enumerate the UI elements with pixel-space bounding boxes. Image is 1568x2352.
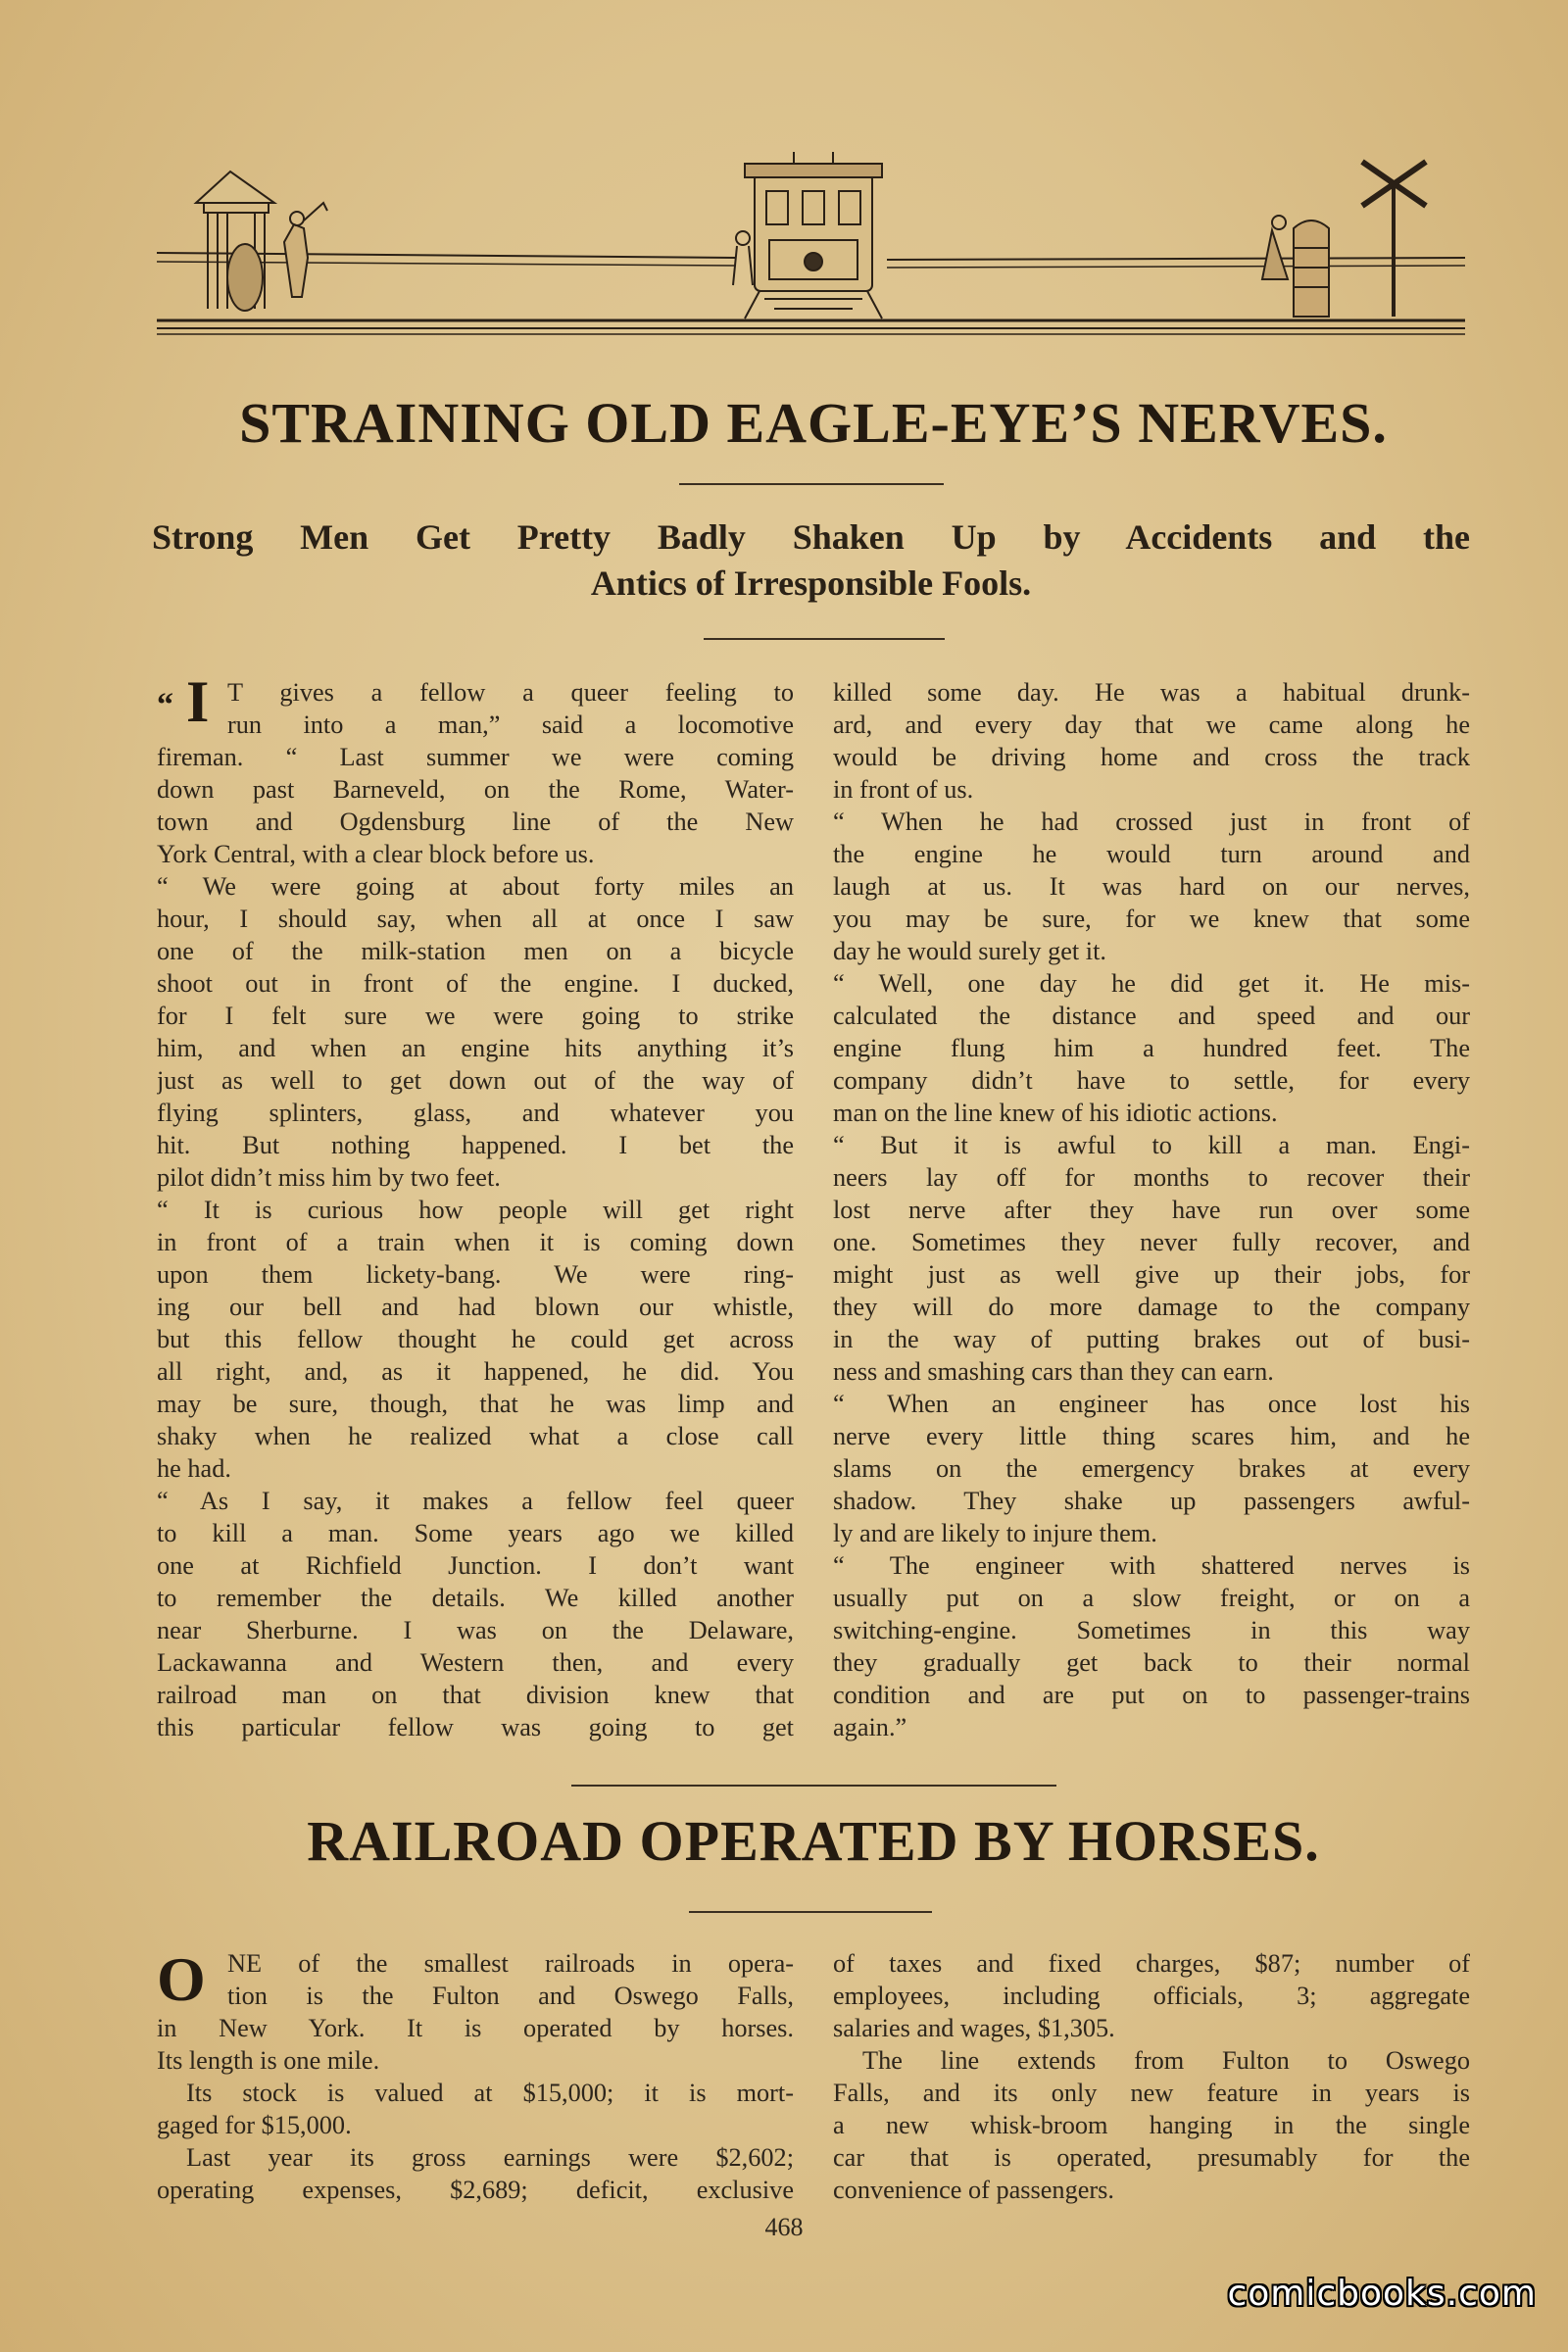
text-line: they will do more damage to the company bbox=[833, 1293, 1470, 1321]
text-line: NE of the smallest railroads in opera- bbox=[227, 1949, 794, 1978]
text-line: the engine he would turn around and bbox=[833, 840, 1470, 868]
text-line: shadow. They shake up passengers awful- bbox=[833, 1487, 1470, 1515]
text-line: run into a man,” said a locomotive bbox=[227, 710, 794, 739]
subtitle-divider bbox=[704, 638, 945, 640]
text-line: “ When he had crossed just in front of bbox=[833, 808, 1470, 836]
text-line: operating expenses, $2,689; deficit, exclusive bbox=[157, 2176, 794, 2204]
text-line: condition and are put on to passenger-trains bbox=[833, 1681, 1470, 1709]
text-line: to kill a man. Some years ago we killed bbox=[157, 1519, 794, 1547]
text-line: neers lay off for months to recover their bbox=[833, 1163, 1470, 1192]
article-column-left bbox=[157, 676, 794, 1743]
station-drawing bbox=[196, 172, 327, 311]
text-line: shoot out in front of the engine. I ducked, bbox=[157, 969, 794, 998]
text-line: “ We were going at about forty miles an bbox=[157, 872, 794, 901]
text-line: T gives a fellow a queer feeling to bbox=[227, 678, 794, 707]
text-line: town and Ogdensburg line of the New bbox=[157, 808, 794, 836]
text-line: slams on the emergency brakes at every bbox=[833, 1454, 1470, 1483]
text-line: “ Well, one day he did get it. He mis- bbox=[833, 969, 1470, 998]
text-line: he had. bbox=[157, 1454, 231, 1483]
text-line: car that is operated, presumably for the bbox=[833, 2143, 1470, 2172]
text-line: one at Richfield Junction. I don’t want bbox=[157, 1551, 794, 1580]
text-line: but this fellow thought he could get across bbox=[157, 1325, 794, 1353]
text-line: for I felt sure we were going to strike bbox=[157, 1002, 794, 1030]
text-line: you may be sure, for we knew that some bbox=[833, 905, 1470, 933]
text-line: day he would surely get it. bbox=[833, 937, 1106, 965]
text-line: flying splinters, glass, and whatever you bbox=[157, 1099, 794, 1127]
text-line: him, and when an engine hits anything it’s bbox=[157, 1034, 794, 1062]
text-line: one. Sometimes they never fully recover, and bbox=[833, 1228, 1470, 1256]
text-line: a new whisk-broom hanging in the single bbox=[833, 2111, 1470, 2139]
text-line: railroad man on that division knew that bbox=[157, 1681, 794, 1709]
article-column-left bbox=[157, 1944, 794, 2206]
article-column-right bbox=[833, 676, 1470, 1743]
text-line: “ But it is awful to kill a man. Engi- bbox=[833, 1131, 1470, 1159]
text-line: in the way of putting brakes out of busi- bbox=[833, 1325, 1470, 1353]
text-line: ard, and every day that we came along he bbox=[833, 710, 1470, 739]
text-line: employees, including officials, 3; aggregate bbox=[833, 1982, 1470, 2010]
text-line: would be driving home and cross the track bbox=[833, 743, 1470, 771]
text-line: might just as well give up their jobs, for bbox=[833, 1260, 1470, 1289]
text-line: York Central, with a clear block before us. bbox=[157, 840, 595, 868]
text-line: salaries and wages, $1,305. bbox=[833, 2014, 1115, 2042]
article-title: RAILROAD OPERATED BY HORSES. bbox=[307, 1809, 1320, 1873]
text-line: switching-engine. Sometimes in this way bbox=[833, 1616, 1470, 1644]
text-line: in New York. It is operated by horses. bbox=[157, 2014, 794, 2042]
text-line: in front of a train when it is coming down bbox=[157, 1228, 794, 1256]
title-divider bbox=[689, 1911, 932, 1913]
text-line: all right, and, as it happened, he did. You bbox=[157, 1357, 794, 1386]
text-line: hour, I should say, when all at once I saw bbox=[157, 905, 794, 933]
opening-quote-mark: “ bbox=[157, 687, 173, 723]
text-line: this particular fellow was going to get bbox=[157, 1713, 794, 1741]
text-line: fireman. “ Last summer we were coming bbox=[157, 743, 794, 771]
text-line: may be sure, though, that he was limp and bbox=[157, 1390, 794, 1418]
text-line: laugh at us. It was hard on our nerves, bbox=[833, 872, 1470, 901]
text-line: The line extends from Fulton to Oswego bbox=[862, 2046, 1470, 2075]
section-divider bbox=[571, 1785, 1056, 1787]
title-divider bbox=[679, 483, 944, 485]
text-line: nerve every little thing scares him, and he bbox=[833, 1422, 1470, 1450]
text-line: “ When an engineer has once lost his bbox=[833, 1390, 1470, 1418]
text-line: shaky when he realized what a close call bbox=[157, 1422, 794, 1450]
text-line: ly and are likely to injure them. bbox=[833, 1519, 1157, 1547]
text-line: pilot didn’t miss him by two feet. bbox=[157, 1163, 501, 1192]
text-line: convenience of passengers. bbox=[833, 2176, 1114, 2204]
text-line: gaged for $15,000. bbox=[157, 2111, 352, 2139]
text-line: hit. But nothing happened. I bet the bbox=[157, 1131, 794, 1159]
article-subtitle bbox=[152, 514, 1470, 607]
text-line: Last year its gross earnings were $2,602; bbox=[186, 2143, 794, 2172]
text-line: man on the line knew of his idiotic actions. bbox=[833, 1099, 1278, 1127]
text-line: killed some day. He was a habitual drunk- bbox=[833, 678, 1470, 707]
crossing-drawing bbox=[1262, 162, 1426, 317]
header-illustration bbox=[157, 152, 1465, 348]
text-line: Lackawanna and Western then, and every bbox=[157, 1648, 794, 1677]
text-line: down past Barneveld, on the Rome, Water- bbox=[157, 775, 794, 804]
drop-cap: I bbox=[186, 669, 210, 734]
article-title: STRAINING OLD EAGLE-EYE’S NERVES. bbox=[239, 391, 1388, 455]
text-line: of taxes and fixed charges, $87; number of bbox=[833, 1949, 1470, 1978]
text-line: upon them lickety-bang. We were ring- bbox=[157, 1260, 794, 1289]
text-line: lost nerve after they have run over some bbox=[833, 1196, 1470, 1224]
text-line: Its length is one mile. bbox=[157, 2046, 380, 2075]
text-line: usually put on a slow freight, or on a bbox=[833, 1584, 1470, 1612]
text-line: one of the milk-station men on a bicycle bbox=[157, 937, 794, 965]
text-line: calculated the distance and speed and our bbox=[833, 1002, 1470, 1030]
drop-cap: O bbox=[157, 1944, 206, 2014]
text-line: in front of us. bbox=[833, 775, 974, 804]
subtitle-line: Antics of Irresponsible Fools. bbox=[590, 564, 1032, 603]
text-line: “ It is curious how people will get right bbox=[157, 1196, 794, 1224]
text-line: ness and smashing cars than they can earn. bbox=[833, 1357, 1274, 1386]
watermark: comicbooks.com bbox=[1227, 2274, 1537, 2314]
text-line: company didn’t have to settle, for every bbox=[833, 1066, 1470, 1095]
text-line: tion is the Fulton and Oswego Falls, bbox=[227, 1982, 794, 2010]
page-number: 468 bbox=[764, 2213, 804, 2241]
text-line: to remember the details. We killed another bbox=[157, 1584, 794, 1612]
text-line: they gradually get back to their normal bbox=[833, 1648, 1470, 1677]
text-line: just as well to get down out of the way of bbox=[157, 1066, 794, 1095]
text-line: near Sherburne. I was on the Delaware, bbox=[157, 1616, 794, 1644]
subtitle-line: Strong Men Get Pretty Badly Shaken Up by Accidents and the bbox=[152, 517, 1470, 557]
text-line: Its stock is valued at $15,000; it is mort- bbox=[186, 2079, 794, 2107]
article-column-right bbox=[833, 1947, 1470, 2206]
trolley-car-drawing bbox=[733, 152, 882, 318]
text-line: Falls, and its only new feature in years is bbox=[833, 2079, 1470, 2107]
text-line: engine flung him a hundred feet. The bbox=[833, 1034, 1470, 1062]
text-line: “ The engineer with shattered nerves is bbox=[833, 1551, 1470, 1580]
text-line: ing our bell and had blown our whistle, bbox=[157, 1293, 794, 1321]
text-line: “ As I say, it makes a fellow feel queer bbox=[157, 1487, 794, 1515]
text-line: again.” bbox=[833, 1713, 907, 1741]
